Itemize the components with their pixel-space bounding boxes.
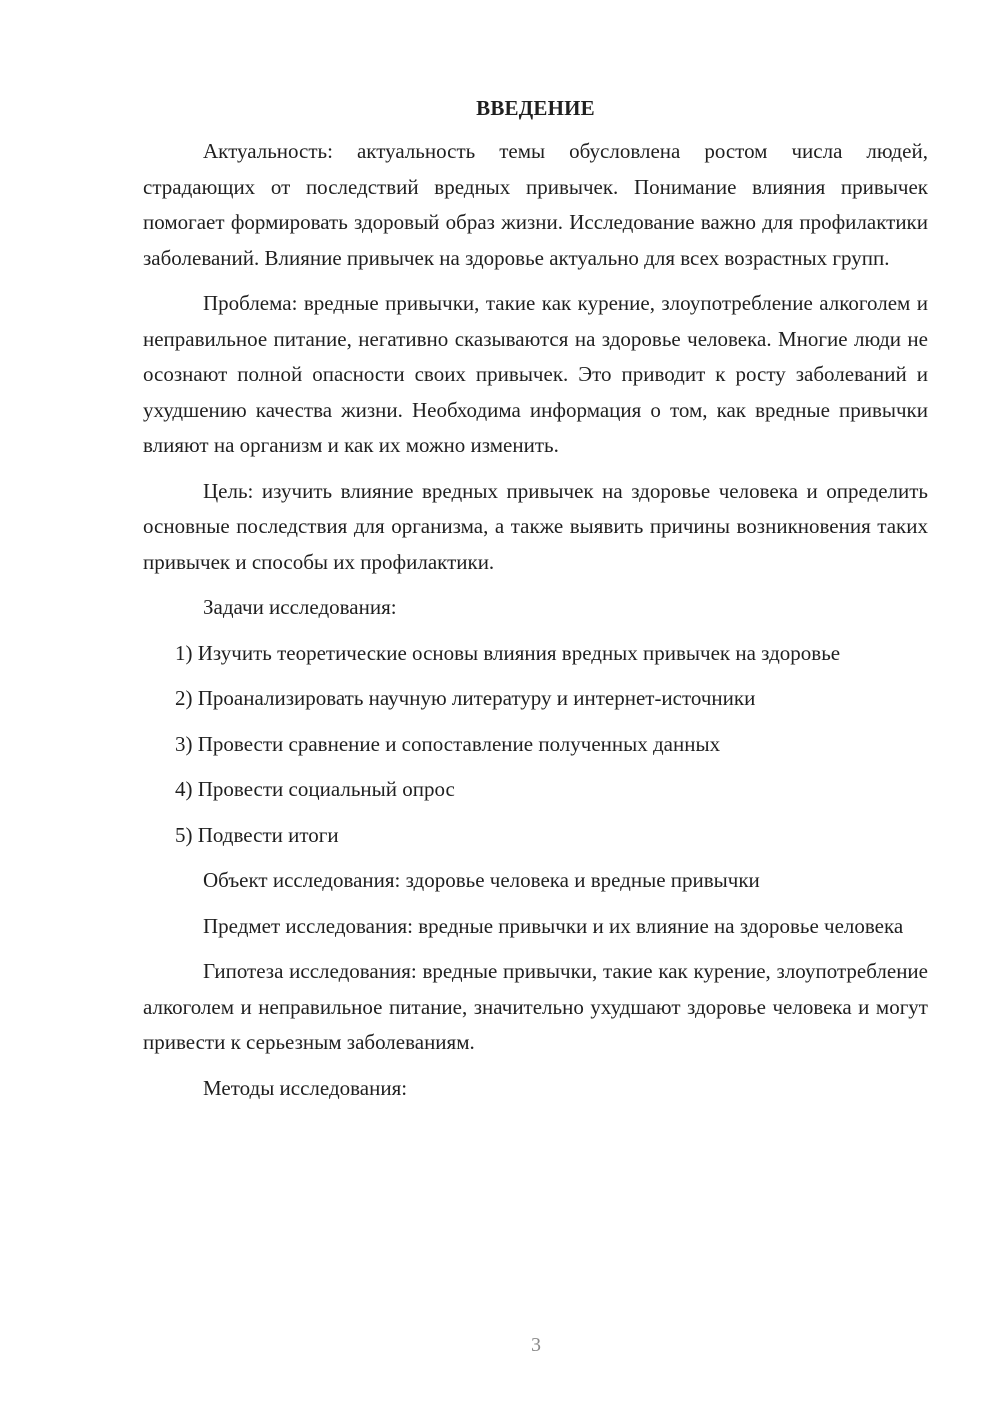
subject-paragraph: Предмет исследования: вредные привычки и их влияние на здоровье человека <box>203 913 904 938</box>
task-item-3: 3) Провести сравнение и сопоставление полученных данных <box>175 731 721 756</box>
goal-paragraph: Цель: изучить влияние вредных привычек на здоровье человека и определить основные последствия для организма, а также выявить причины возникновения таких привычек и способы их профилактики. <box>143 478 928 574</box>
problem-paragraph: Проблема: вредные привычки, такие как курение, злоупотребление алкоголем и неправильное питание, негативно сказываются на здоровье человека. Многие люди не осознают полной опасности своих привычек. Это приводит к росту заболеваний и ухудшению качества жизни. Необходима информация о том, как вредные привычки влияют на организм и как их можно изменить. <box>143 291 928 457</box>
task-item-5: 5) Подвести итоги <box>175 822 339 847</box>
tasks-title: Задачи исследования: <box>203 595 397 619</box>
hypothesis-paragraph: Гипотеза исследования: вредные привычки, такие как курение, злоупотребление алкоголем и неправильное питание, значительно ухудшают здоровье человека и могут привести к серьезным заболеваниям. <box>143 959 928 1054</box>
object-paragraph: Объект исследования: здоровье человека и вредные привычки <box>203 868 760 892</box>
page-number: 3 <box>531 1334 541 1356</box>
task-item-1: 1) Изучить теоретические основы влияния вредных привычек на здоровье <box>175 640 841 665</box>
tasks-list <box>143 636 928 854</box>
page-title: ВВЕДЕНИЕ <box>476 96 595 120</box>
relevance-paragraph: Актуальность: актуальность темы обусловлена ростом числа людей, страдающих от последствий вредных привычек. Понимание влияния привычек помогает формировать здоровый образ жизни. Исследование важно для профилактики заболеваний. Влияние привычек на здоровье актуально для всех возрастных групп. <box>143 139 928 270</box>
document-page <box>143 94 928 1116</box>
task-item-2: 2) Проанализировать научную литературу и интернет-источники <box>175 686 756 710</box>
methods-title: Методы исследования: <box>203 1075 408 1100</box>
task-item-4: 4) Провести социальный опрос <box>175 777 455 801</box>
